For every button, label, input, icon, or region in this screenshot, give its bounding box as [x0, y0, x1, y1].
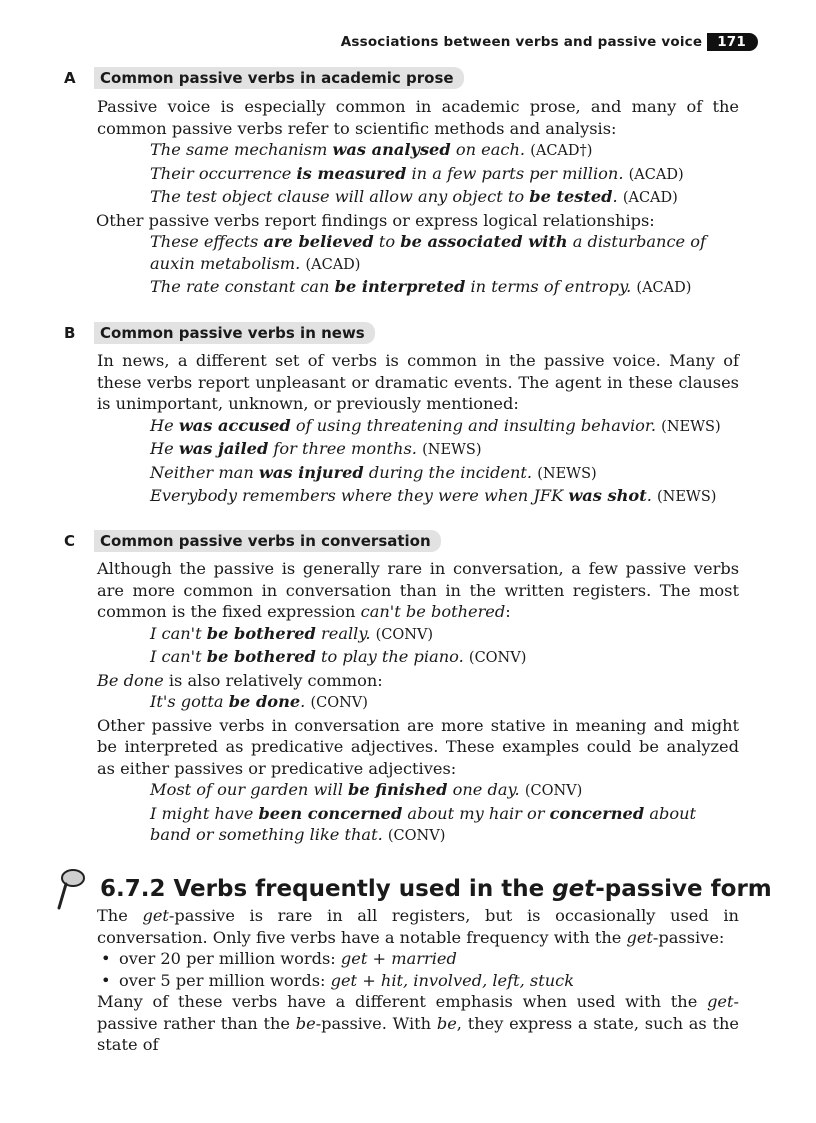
paragraph: Other passive verbs in conversation are more stative in meaning and might be interpreted as predicative adjectives. These examples could be analyzed as either passives or predicative adjectives: — [97, 715, 739, 778]
example: Most of our garden will be finished one day. (CONV) — [150, 780, 583, 799]
section-a-heading — [64, 67, 464, 89]
example: Neither man was injured during the incident. (NEWS) — [150, 462, 597, 482]
paragraph: Other passive verbs report findings or express logical relationships: — [96, 210, 655, 230]
example: He was accused of using threatening and insulting behavior. (NEWS) — [150, 415, 721, 435]
section-c-body — [97, 558, 739, 848]
page-number: 171 — [707, 33, 758, 51]
section-c-heading — [64, 530, 441, 552]
example: I can't be bothered to play the piano. (CONV) — [150, 647, 527, 666]
example: Their occurrence is measured in a few parts per million. (ACAD) — [150, 163, 684, 183]
paragraph: The get-passive is rare in all registers, but is occasionally used in conversation. Only five verbs have a notable frequency with the get-passive: — [97, 906, 739, 947]
running-head-title: Associations between verbs and passive voice — [340, 34, 703, 50]
subsection-title: Verbs frequently used in the get-passive form — [173, 876, 772, 902]
section-title: Common passive verbs in academic prose — [94, 67, 464, 89]
list-item: • over 20 per million words: get + married — [101, 948, 739, 970]
magnifier-icon — [56, 866, 86, 912]
example: It's gotta be done. (CONV) — [150, 692, 368, 711]
example: These effects are believed to be associated with a disturbance of auxin metabolism. (ACAD) — [150, 232, 707, 273]
paragraph: Passive voice is especially common in academic prose, and many of the common passive verbs refer to scientific methods and analysis: — [97, 97, 739, 138]
list-item: • over 5 per million words: get + hit, involved, left, stuck — [101, 970, 739, 992]
example: Everybody remembers where they were when JFK was shot. (NEWS) — [150, 486, 717, 505]
section-a-body — [97, 96, 739, 300]
example: He was jailed for three months. (NEWS) — [150, 439, 482, 458]
section-letter: B — [64, 324, 76, 342]
example: The rate constant can be interpreted in terms of entropy. (ACAD) — [150, 277, 692, 296]
paragraph: Many of these verbs have a different emphasis when used with the get-passive rather than the be-passive. With be, they express a state, such as the state of — [97, 992, 739, 1054]
example: I can't be bothered really. (CONV) — [150, 623, 434, 643]
subsection-number: 6.7.2 — [100, 876, 166, 902]
section-letter: A — [64, 69, 76, 87]
section-title: Common passive verbs in conversation — [94, 530, 441, 552]
section-b-heading — [64, 322, 375, 344]
paragraph: Be done is also relatively common: — [97, 670, 383, 690]
example: The same mechanism was analysed on each. (ACAD†) — [150, 140, 593, 159]
paragraph: Although the passive is generally rare in conversation, a few passive verbs are more common in conversation than in the written registers. The most common is the fixed expression can't be bothered: — [97, 559, 739, 621]
example: I might have been concerned about my hair or concerned about band or something like that. (CONV) — [150, 803, 697, 844]
example: The test object clause will allow any object to be tested. (ACAD) — [150, 187, 678, 206]
section-title: Common passive verbs in news — [94, 322, 375, 344]
paragraph: In news, a different set of verbs is common in the passive voice. Many of these verbs report unpleasant or dramatic events. The agent in these clauses is unimportant, unknown, or previously mentioned: — [97, 351, 739, 413]
running-head — [341, 33, 758, 51]
section-b-body — [97, 350, 739, 509]
section-letter: C — [64, 532, 76, 550]
subsection-body — [97, 905, 739, 1056]
